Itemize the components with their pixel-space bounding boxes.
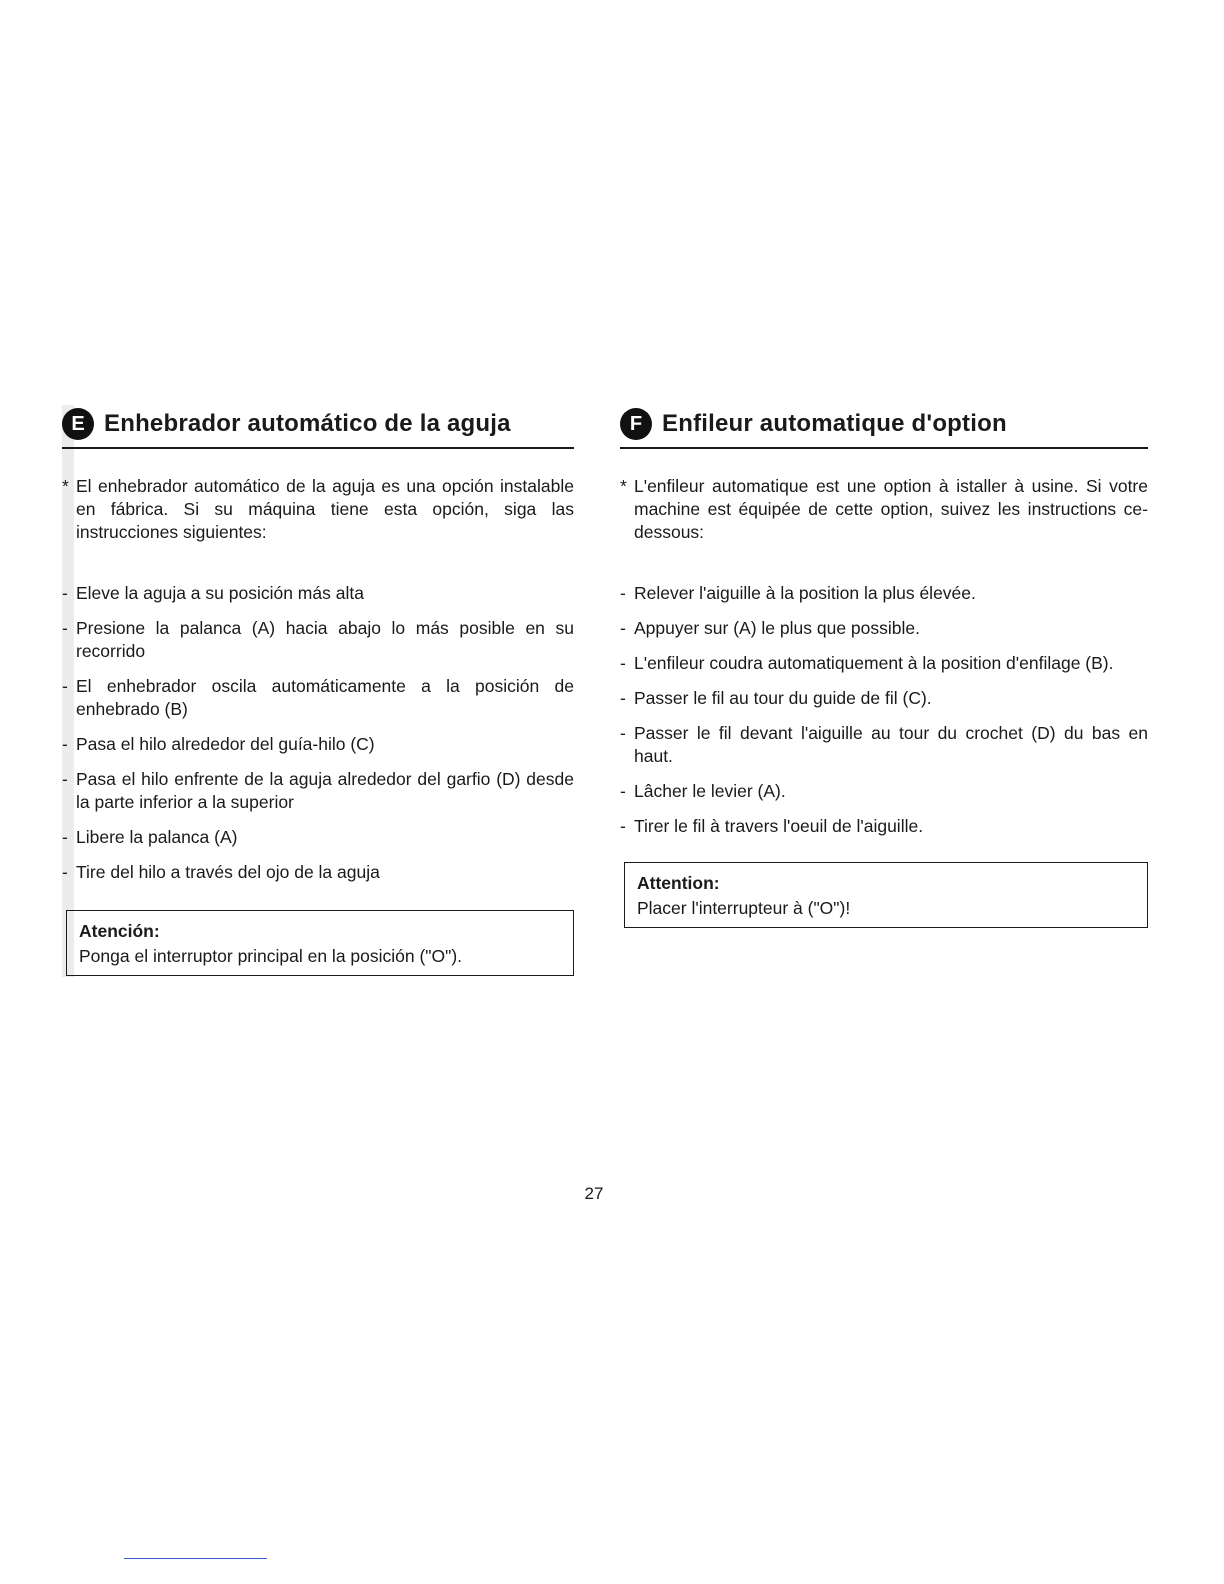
spanish-intro-text: El enhebrador automático de la aguja es una opción instalable en fábrica. Si su máquina tiene esta opción, siga las instrucciones siguientes: — [76, 476, 574, 542]
bullet-dash: - — [62, 827, 68, 847]
bullet-dash: - — [620, 723, 626, 743]
step-text: Passer le fil devant l'aiguille au tour du crochet (D) du bas en haut. — [634, 723, 1148, 766]
step-text: Appuyer sur (A) le plus que possible. — [634, 618, 920, 638]
bullet-dash: - — [62, 862, 68, 882]
footer-divider — [124, 1558, 267, 1559]
attention-text: Ponga el interruptor principal en la posición ("O"). — [79, 946, 463, 966]
step-text: Lâcher le levier (A). — [634, 781, 786, 801]
bullet-dash: - — [620, 688, 626, 708]
attention-text: Placer l'interrupteur à ("O")! — [637, 898, 851, 918]
list-item — [62, 675, 574, 721]
list-item — [620, 617, 1148, 640]
step-text: El enhebrador oscila automáticamente a la posición de enhebrado (B) — [76, 676, 574, 719]
page-number: 27 — [584, 1184, 604, 1203]
bullet-dash: - — [62, 734, 68, 754]
list-item — [620, 722, 1148, 768]
spanish-intro — [62, 475, 574, 544]
step-text: Relever l'aiguille à la position la plus élevée. — [634, 583, 976, 603]
list-item — [62, 768, 574, 814]
asterisk-mark: * — [62, 476, 69, 496]
french-attention-box — [624, 862, 1148, 928]
attention-title: Attention: — [637, 873, 720, 893]
list-item — [62, 617, 574, 663]
bullet-dash: - — [620, 781, 626, 801]
spanish-title: Enhebrador automático de la aguja — [104, 410, 511, 437]
french-intro — [620, 475, 1148, 544]
french-section — [620, 405, 1148, 928]
list-item — [620, 815, 1148, 838]
spanish-attention-box — [66, 910, 574, 976]
step-text: L'enfileur coudra automatiquement à la position d'enfilage (B). — [634, 653, 1114, 673]
french-heading — [620, 405, 1148, 449]
bullet-dash: - — [620, 653, 626, 673]
asterisk-mark: * — [620, 476, 627, 496]
bullet-dash: - — [62, 583, 68, 603]
spanish-heading — [62, 405, 574, 449]
step-text: Pasa el hilo alrededor del guía-hilo (C) — [76, 734, 375, 754]
french-title: Enfileur automatique d'option — [662, 410, 1007, 437]
bullet-dash: - — [62, 769, 68, 789]
bullet-dash: - — [62, 676, 68, 696]
list-item — [62, 733, 574, 756]
step-text: Eleve la aguja a su posición más alta — [76, 583, 364, 603]
french-intro-text: L'enfileur automatique est une option à istaller à usine. Si votre machine est équipée de cette option, suivez les instructions ce-dessous: — [634, 476, 1148, 542]
list-item — [62, 582, 574, 605]
list-item — [62, 861, 574, 884]
step-text: Passer le fil au tour du guide de fil (C). — [634, 688, 932, 708]
list-item — [620, 780, 1148, 803]
bullet-dash: - — [620, 816, 626, 836]
step-text: Tire del hilo a través del ojo de la aguja — [76, 862, 380, 882]
list-item — [62, 826, 574, 849]
bullet-dash: - — [620, 618, 626, 638]
step-text: Tirer le fil à travers l'oeuil de l'aiguille. — [634, 816, 924, 836]
attention-title: Atención: — [79, 921, 160, 941]
list-item — [620, 687, 1148, 710]
list-item — [620, 652, 1148, 675]
language-badge-e-icon: E — [62, 408, 94, 440]
step-text: Libere la palanca (A) — [76, 827, 238, 847]
french-steps — [620, 582, 1148, 838]
language-badge-f-icon: F — [620, 408, 652, 440]
spanish-steps — [62, 582, 574, 884]
step-text: Presione la palanca (A) hacia abajo lo más posible en su recorrido — [76, 618, 574, 661]
bullet-dash: - — [62, 618, 68, 638]
bullet-dash: - — [620, 583, 626, 603]
step-text: Pasa el hilo enfrente de la aguja alrededor del garfio (D) desde la parte inferior a la superior — [76, 769, 574, 812]
spanish-section — [62, 405, 574, 976]
list-item — [620, 582, 1148, 605]
